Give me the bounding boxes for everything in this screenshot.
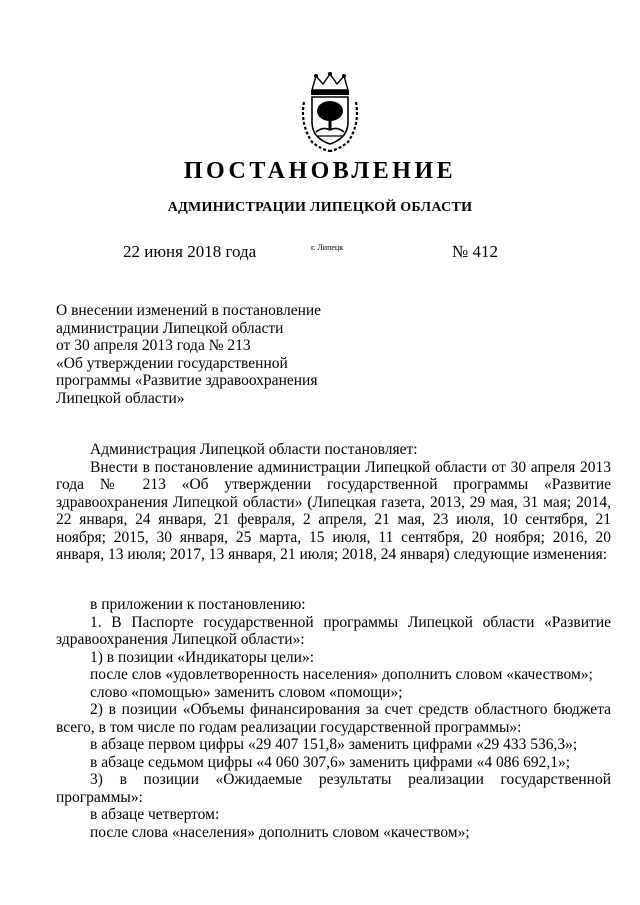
body-paragraph: Внести в постановление администрации Липецкой области от 30 апреля 2013 года № 213 «Об утверждении государственной программы «Развитие здравоохранения Липецкой области» (Липецкая газета, 2013, 29 мая, 31 мая; 2014, 22 января, 24 января, 21 февраля, 2 апреля, 21 мая, 23 июля, 10 сентября, 21 ноября; 2015, 30 января, 25 марта, 15 июля, 11 сентября, 20 ноября; 2016, 20 января, 13 июля; 2017, 13 января, 21 июля; 2018, 24 января) следующие изменения: xyxy=(56,458,611,563)
preamble-block xyxy=(56,441,611,564)
document-date: 22 июня 2018 года xyxy=(123,242,257,261)
amendments-block xyxy=(56,596,611,841)
subject-line: О внесении изменений в постановление xyxy=(56,302,322,319)
document-number: № 412 xyxy=(452,242,498,261)
body-paragraph: 1) в позиции «Индикаторы цели»: xyxy=(90,648,315,666)
subject-line: программы «Развитие здравоохранения xyxy=(56,372,318,389)
body-paragraph: после слова «населения» дополнить словом «качеством»; xyxy=(90,823,470,841)
body-paragraph: в приложении к постановлению: xyxy=(90,596,306,613)
document-title: ПОСТАНОВЛЕНИЕ xyxy=(183,158,457,184)
subject-line: «Об утверждении государственной xyxy=(56,354,288,372)
body-paragraph: 3) в позиции «Ожидаемые результаты реализации государственной программы»: xyxy=(56,771,611,806)
body-paragraph: в абзаце четвертом: xyxy=(90,806,220,823)
subject-line: Липецкой области» xyxy=(56,389,185,407)
issuing-authority: АДМИНИСТРАЦИИ ЛИПЕЦКОЙ ОБЛАСТИ xyxy=(167,200,473,215)
body-paragraph: 1. В Паспорте государственной программы Липецкой области «Развитие здравоохранения Липецкой области»: xyxy=(56,613,611,648)
subject-block xyxy=(56,302,356,407)
body-paragraph: Администрация Липецкой области постановляет: xyxy=(90,441,418,458)
coat-of-arms-icon xyxy=(298,72,362,152)
body-paragraph: слово «помощью» заменить словом «помощи»; xyxy=(90,683,403,701)
document-place: г. Липецк xyxy=(311,243,344,252)
subject-line: администрации Липецкой области xyxy=(56,319,284,337)
body-paragraph: в абзаце седьмом цифры «4 060 307,6» заменить цифрами «4 086 692,1»; xyxy=(90,753,571,771)
subject-line: от 30 апреля 2013 года № 213 xyxy=(56,337,251,354)
body-paragraph: после слов «удовлетворенность населения» дополнить словом «качеством»; xyxy=(90,666,593,683)
body-paragraph: 2) в позиции «Объемы финансирования за счет средств областного бюджета всего, в том числе по годам реализации государственной программы»: xyxy=(56,701,611,736)
body-paragraph: в абзаце первом цифры «29 407 151,8» заменить цифрами «29 433 536,3»; xyxy=(90,736,578,753)
